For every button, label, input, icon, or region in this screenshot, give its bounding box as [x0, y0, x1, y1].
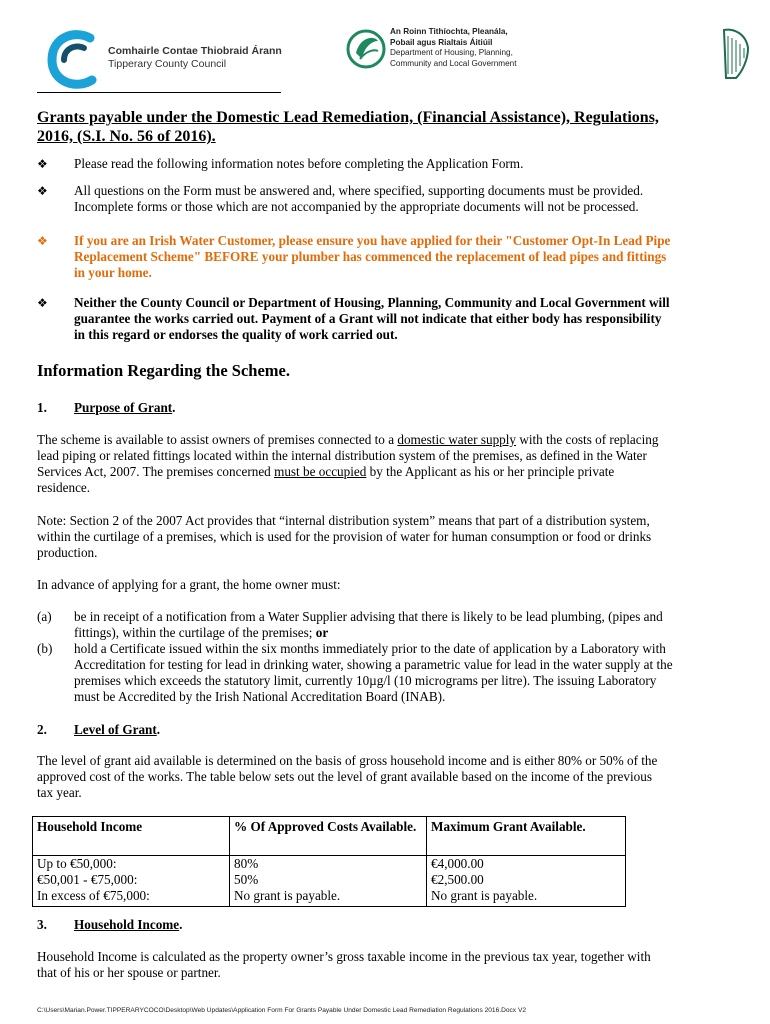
section-1-heading-text: Purpose of Grant: [74, 400, 173, 415]
page-title-line-2: 2016, (S.I. No. 56 of 2016).: [37, 128, 216, 145]
table-cell: Up to €50,000:: [37, 856, 117, 871]
note-2: [74, 183, 754, 215]
purpose-text-2: with the costs of replacing: [516, 432, 659, 447]
purpose-line-3: [37, 464, 757, 480]
note-2-line-1: All questions on the Form must be answered and, where specified, supporting documents must be provided.: [74, 183, 644, 198]
council-name-english: Tipperary County Council: [108, 58, 227, 70]
table-header-row: [33, 817, 626, 856]
note-4-guarantee: [74, 295, 754, 343]
purpose-text-4: Services Act, 2007. The premises concerned: [37, 464, 275, 479]
note-3-line-3: in your home.: [74, 265, 152, 280]
note-line-1: Note: Section 2 of the 2007 Act provides that “internal distribution system” means that part of a distribution system,: [37, 513, 650, 528]
advance-line: In advance of applying for a grant, the home owner must:: [37, 577, 341, 592]
department-line-1: An Roinn Tithíochta, Pleanála,: [390, 27, 508, 36]
header-rule: [37, 92, 281, 93]
condition-b-line-4: must be Accredited by the Irish National Accreditation Board (INAB).: [74, 689, 446, 704]
section-3-heading-period: .: [179, 917, 183, 932]
bullet-icon: ❖: [37, 296, 48, 310]
section-3-heading: [74, 917, 182, 933]
condition-b-label: (b): [37, 641, 53, 656]
council-name-irish: Comhairle Contae Thiobraid Árann: [108, 45, 282, 57]
section-2-heading: [74, 722, 160, 738]
table-header-percent: % Of Approved Costs Available.: [230, 817, 427, 856]
council-logo: [46, 30, 296, 92]
section-3-number: 3.: [37, 917, 47, 932]
note-3-irish-water: [74, 233, 754, 281]
level-paragraph: [37, 753, 757, 801]
condition-a-line-1: be in receipt of a notification from a Water Supplier advising that there is likely to be lead plumbing, (pipes and: [74, 609, 663, 624]
note-line-3: production.: [37, 545, 98, 560]
table-cell: No grant is payable.: [431, 888, 538, 903]
level-line-2: approved cost of the works. The table below sets out the level of grant available based on the income of the previous: [37, 769, 652, 784]
note-4-line-3: in this regard or endorses the quality of work carried out.: [74, 327, 398, 342]
note-3-line-2: Replacement Scheme" BEFORE your plumber has commenced the replacement of lead pipes and fittings: [74, 249, 667, 264]
purpose-line-2: lead piping or related fittings located within the internal distribution system of the premises, as defined in the Water: [37, 448, 647, 463]
note-3-line-1: If you are an Irish Water Customer, please ensure you have applied for their "Customer Opt-In Lead Pipe: [74, 233, 671, 248]
footer-file-path: C:\Users\Marian.Power.TIPPERARYCOCO\Desktop\Web Updates\Application Form For Grants Payable Under Domestic Lead Remediation Regulations 2016.Docx V2: [37, 1007, 527, 1014]
bullet-icon: ❖: [37, 234, 48, 248]
council-logo-mark: [46, 30, 108, 90]
condition-a-label: (a): [37, 609, 52, 624]
condition-a-text-2: fittings), within the curtilage of the premises;: [74, 625, 316, 640]
domestic-water-supply-term: domestic water supply: [397, 432, 517, 447]
note-line-2: within the curtilage of a premises, which is used for the provision of water for human consumption or food or drinks: [37, 529, 652, 544]
note-paragraph: [37, 513, 757, 561]
info-heading: Information Regarding the Scheme.: [37, 361, 290, 380]
condition-b-line-1: hold a Certificate issued within the six months immediately prior to the date of application by a Laboratory with: [74, 641, 666, 656]
table-cell-max-grant-column: [427, 856, 626, 907]
table-cell-percent-column: [230, 856, 427, 907]
table-header-income: Household Income: [33, 817, 230, 856]
department-logo: [346, 25, 536, 77]
note-2-line-2: Incomplete forms or those which are not accompanied by the appropriate documents will not be processed.: [74, 199, 639, 214]
section-2-heading-text: Level of Grant: [74, 722, 157, 737]
condition-b: [74, 641, 758, 705]
department-line-3: Department of Housing, Planning,: [390, 48, 513, 57]
section-1-number: 1.: [37, 400, 47, 415]
note-1: [74, 156, 754, 172]
income-paragraph: [37, 949, 757, 981]
table-cell: €2,500.00: [431, 872, 484, 887]
section-2-number: 2.: [37, 722, 47, 737]
grant-level-table: [32, 816, 626, 907]
must-be-occupied-term: must be occupied: [274, 464, 367, 479]
bullet-icon: ❖: [37, 157, 48, 171]
level-line-1: The level of grant aid available is determined on the basis of gross household income and is either 80% or 50% of the: [37, 753, 658, 768]
section-1-heading: [74, 400, 175, 416]
harp-icon: [718, 26, 752, 82]
condition-a: [74, 609, 758, 641]
note-4-line-1: Neither the County Council or Department of Housing, Planning, Community and Local Government will: [74, 295, 670, 310]
department-line-2: Pobail agus Rialtais Áitiúil: [390, 37, 493, 47]
bullet-icon: ❖: [37, 184, 48, 198]
table-cell: No grant is payable.: [234, 888, 341, 903]
condition-b-line-3: premises which exceeds the statutory limit, currently 10µg/l (10 micrograms per litre). The issuing Laboratory: [74, 673, 657, 688]
section-3-heading-text: Household Income: [74, 917, 180, 932]
purpose-line-1: [37, 432, 757, 448]
section-1-heading-period: .: [172, 400, 176, 415]
income-line-2: that of his or her spouse or partner.: [37, 965, 221, 980]
purpose-text-5: by the Applicant as his or her principle private: [366, 464, 615, 479]
purpose-line-4: residence.: [37, 480, 91, 495]
condition-or-word: or: [315, 625, 329, 640]
condition-b-line-2: Accreditation for testing for lead in drinking water, showing a parametric value for lead in the water supply at the: [74, 657, 673, 672]
condition-a-line-2: [74, 625, 758, 641]
purpose-paragraph: [37, 432, 757, 496]
purpose-text-1: The scheme is available to assist owners of premises connected to a: [37, 432, 398, 447]
level-line-3: tax year.: [37, 785, 82, 800]
department-logo-mark: [346, 25, 386, 73]
page-title-line-1: Grants payable under the Domestic Lead Remediation, (Financial Assistance), Regulations,: [37, 109, 659, 126]
table-cell: €4,000.00: [431, 856, 484, 871]
table-cell: 50%: [234, 872, 259, 887]
table-cell: €50,001 - €75,000:: [37, 872, 138, 887]
department-line-4: Community and Local Government: [390, 58, 517, 68]
note-1-line-1: Please read the following information notes before completing the Application Form.: [74, 156, 524, 171]
section-2-heading-period: .: [156, 722, 161, 737]
note-4-line-2: guarantee the works carried out. Payment of a Grant will not indicate that either body has responsibility: [74, 311, 662, 326]
table-header-max-grant: Maximum Grant Available.: [427, 817, 626, 856]
page-title: [37, 108, 757, 146]
table-cell-income-column: [33, 856, 230, 907]
income-line-1: Household Income is calculated as the property owner’s gross taxable income in the previous tax year, together with: [37, 949, 651, 964]
table-row: [33, 856, 626, 907]
table-cell: 80%: [234, 856, 259, 871]
table-cell: In excess of €75,000:: [37, 888, 150, 903]
